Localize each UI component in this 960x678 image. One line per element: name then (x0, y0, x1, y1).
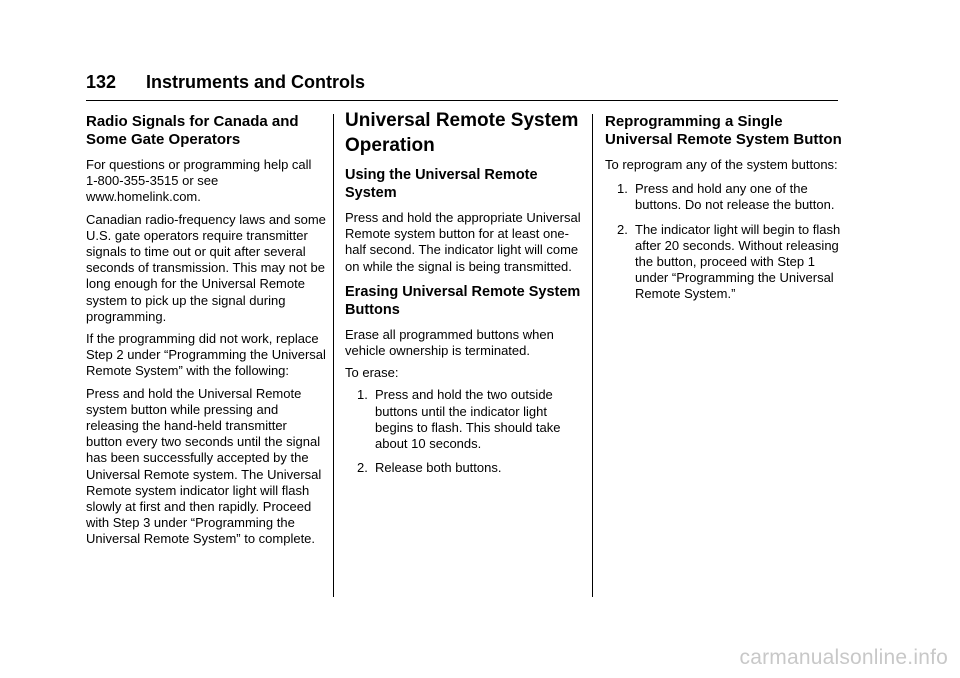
page-number: 132 (86, 72, 117, 92)
press-and-hold-paragraph: Press and hold the Universal Remote system button while pressing and releasing the hand-held transmitter button every two seconds until the signal has been successfully accepted by the Universal Remote system. The Universal Remote system indicator light will flash slowly at first and then rapidly. Proceed with Step 3 under “Programming the Universal Remote System” to complete. (86, 385, 322, 547)
using-system-heading: Using the Universal Remote System (345, 167, 538, 201)
reprogram-intro: To reprogram any of the system buttons: (605, 157, 838, 172)
canadian-laws-paragraph: Canadian radio-frequency laws and some U.S. gate operators require transmitter signals to time out or quit after several seconds of transmission. This may not be long enough for the Universal Remote system to pick up the signal during programming. (86, 211, 326, 324)
erase-when-paragraph: Erase all programmed buttons when vehicle ownership is terminated. (345, 326, 554, 359)
page-header (86, 70, 838, 101)
list-item: 2. The indicator light will begin to flash after 20 seconds. Without releasing the button, proceed with Step 1 under “Programming the Universal Remote System.” (617, 221, 841, 302)
programming-failed-paragraph: If the programming did not work, replace Step 2 under “Programming the Universal Remote System” with the following: (86, 331, 326, 379)
erasing-buttons-heading: Erasing Universal Remote System Buttons (345, 283, 581, 318)
radio-signals-heading: Radio Signals for Canada and Some Gate Operators (86, 113, 299, 148)
column-divider-1 (333, 114, 334, 597)
to-erase-label: To erase: (345, 365, 399, 381)
system-operation-heading: Universal Remote System Operation (345, 110, 579, 156)
column-1 (86, 113, 326, 548)
column-3 (605, 113, 845, 303)
list-item: 2. Release both buttons. (357, 460, 502, 476)
reprogramming-heading: Reprogramming a Single Universal Remote System Button (605, 113, 842, 148)
list-item: 1. Press and hold the two outside buttons until the indicator light begins to flash. This should take about 10 seconds. (357, 387, 561, 452)
list-item: 1. Press and hold any one of the buttons. Do not release the button. (617, 181, 835, 213)
help-paragraph: For questions or programming help call 1-800-355-3515 or see www.homelink.com. (86, 157, 312, 205)
watermark: carmanualsonline.info (739, 646, 948, 669)
reprogram-steps-list (605, 181, 845, 302)
column-divider-2 (592, 114, 593, 597)
using-system-paragraph: Press and hold the appropriate Universal Remote system button for at least one-half second. The indicator light will come on while the signal is being transmitted. (345, 210, 581, 274)
column-2 (345, 108, 585, 476)
erase-steps-list (345, 387, 585, 476)
section-title: Instruments and Controls (146, 72, 366, 92)
